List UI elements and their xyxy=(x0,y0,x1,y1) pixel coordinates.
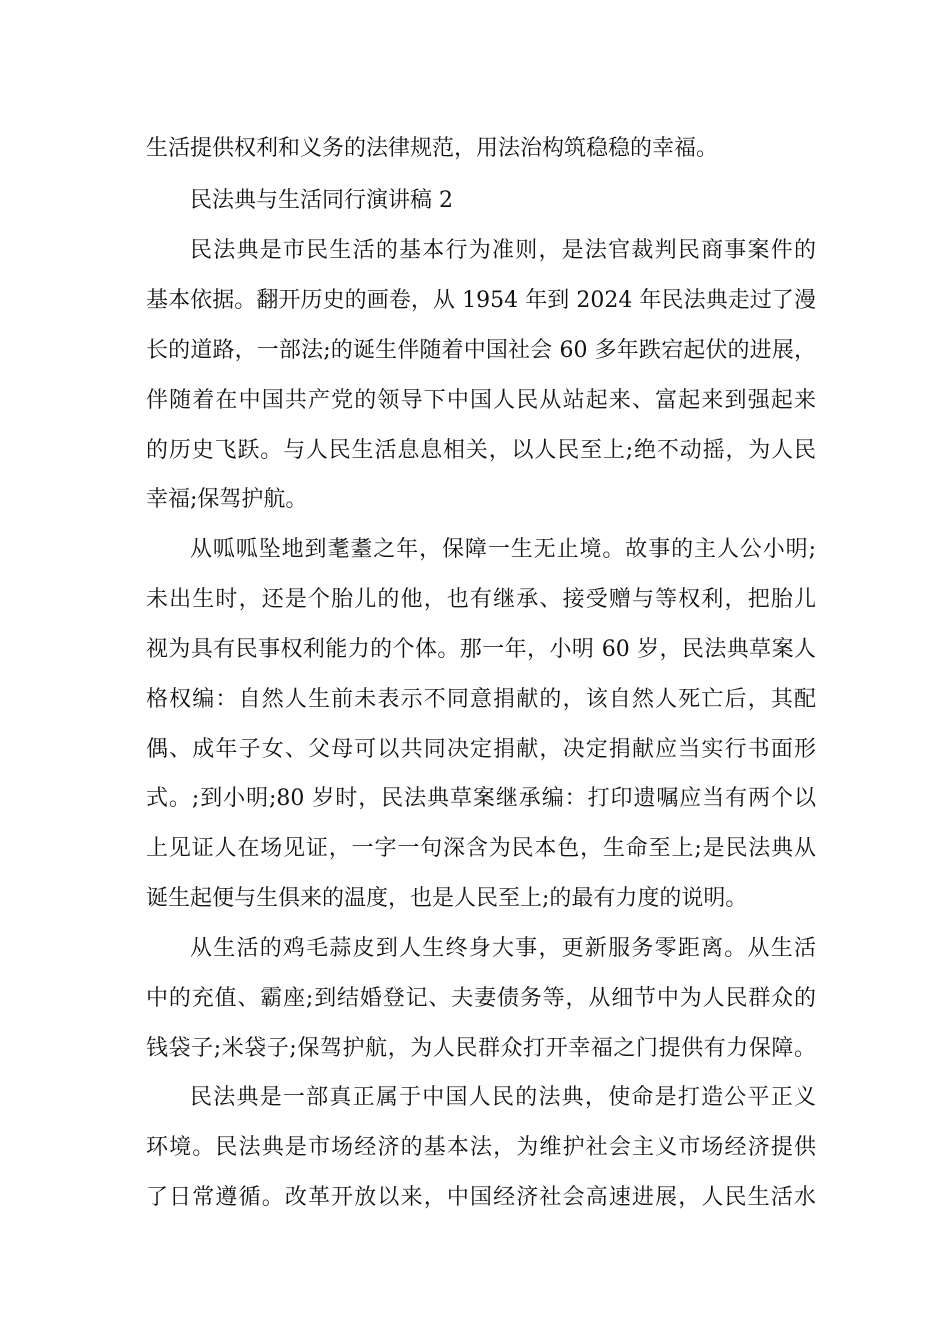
text-line-8: 幸福;保驾护航。 xyxy=(146,487,308,512)
text-line-7: 的历史飞跃。与人民生活息息相关，以人民至上;绝不动摇，为人民 xyxy=(146,438,816,463)
text-line-5: 长的道路，一部法;的诞生伴随着中国社会 60 多年跌宕起伏的进展， xyxy=(146,338,816,363)
text-line-12: 格权编：自然人生前未表示不同意捐献的，该自然人死亡后，其配 xyxy=(146,687,816,712)
text-line-13: 偶、成年子女、父母可以共同决定捐献，决定捐献应当实行书面形 xyxy=(146,737,816,762)
text-line-20: 民法典是一部真正属于中国人民的法典，使命是打造公平正义 xyxy=(190,1085,816,1110)
text-line-1: 生活提供权利和义务的法律规范，用法治构筑稳稳的幸福。 xyxy=(146,136,719,161)
text-line-22: 了日常遵循。改革开放以来，中国经济社会高速进展，人民生活水 xyxy=(146,1185,816,1210)
text-line-17: 从生活的鸡毛蒜皮到人生终身大事，更新服务零距离。从生活 xyxy=(190,936,816,961)
text-line-15: 上见证人在场见证，一字一句深含为民本色，生命至上;是民法典从 xyxy=(146,836,816,861)
text-line-21: 环境。民法典是市场经济的基本法，为维护社会主义市场经济提供 xyxy=(146,1135,816,1160)
text-line-10: 未出生时，还是个胎儿的他，也有继承、接受赠与等权利，把胎儿 xyxy=(146,587,816,612)
text-line-11: 视为具有民事权利能力的个体。那一年，小明 60 岁，民法典草案人 xyxy=(146,637,816,662)
text-line-18: 中的充值、霸座;到结婚登记、夫妻债务等，从细节中为人民群众的 xyxy=(146,986,816,1011)
text-line-19: 钱袋子;米袋子;保驾护航，为人民群众打开幸福之门提供有力保障。 xyxy=(146,1036,816,1061)
text-line-16: 诞生起便与生俱来的温度，也是人民至上;的最有力度的说明。 xyxy=(146,886,748,911)
section-heading: 民法典与生活同行演讲稿 2 xyxy=(190,188,453,213)
text-line-9: 从呱呱坠地到耄耋之年，保障一生无止境。故事的主人公小明; xyxy=(190,537,816,562)
text-line-4: 基本依据。翻开历史的画卷，从 1954 年到 2024 年民法典走过了漫 xyxy=(146,288,816,313)
text-line-6: 伴随着在中国共产党的领导下中国人民从站起来、富起来到强起来 xyxy=(146,388,816,413)
text-line-3: 民法典是市民生活的基本行为准则，是法官裁判民商事案件的 xyxy=(190,238,816,263)
text-line-14: 式。;到小明;80 岁时，民法典草案继承编：打印遗嘱应当有两个以 xyxy=(146,786,816,811)
